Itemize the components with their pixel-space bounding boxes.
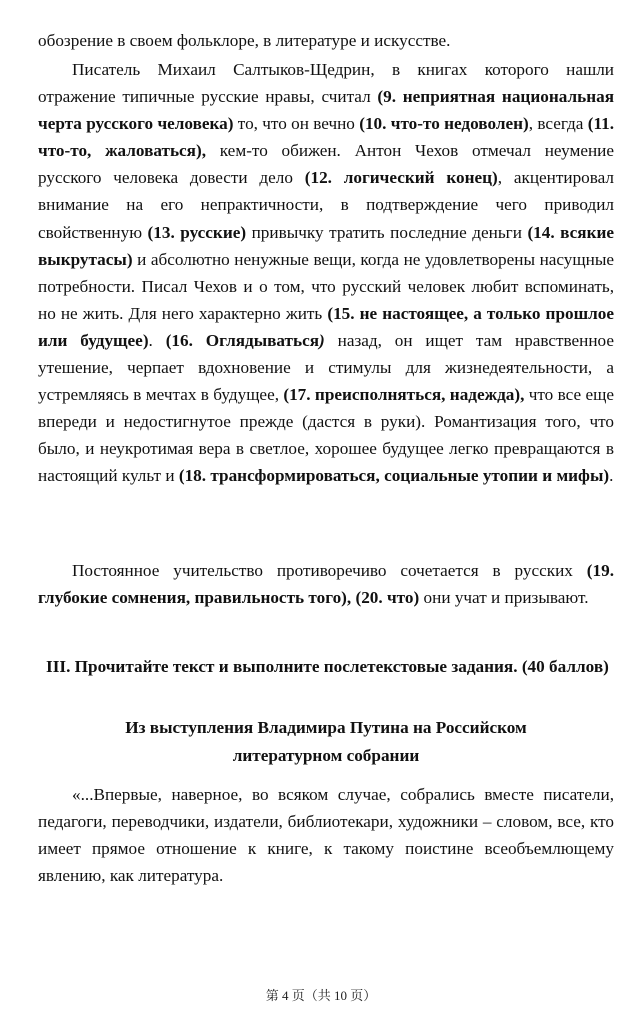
paragraph-3 [38, 557, 614, 611]
answer-gap-10: (10. что-то недоволен) [359, 114, 529, 134]
text-segment: то, что он вечно [233, 114, 360, 134]
answer-gap-16-close: ) [319, 330, 325, 350]
answer-gap-11: (11. что-то, жаловаться), [38, 114, 614, 161]
answer-gap-13: (13. русские) [147, 222, 247, 242]
answer-gap-9: (9. неприятная национальная черта русского человека) [38, 87, 614, 134]
section-title-line-2: литературном собрании [232, 746, 420, 765]
section-title-line-1: Из выступления Владимира Путина на Российском [125, 718, 527, 737]
text-segment: Писатель Михаил Салтыков-Щедрин, в книгах которого нашли отражение типичные русские нравы, считал [38, 60, 614, 107]
text-segment: и абсолютно ненужные вещи, когда не удовлетворены насущные потребности. Писал Чехов и о том, что русский человек любит вспоминать, но не жить. Для него характерно жить [38, 249, 614, 323]
text-segment: что все еще впереди и недостигнутое прежде (дастся в руки). Романтизация того, что было, и неукротимая вера в светлое, хорошее будущее легко превращаются в настоящий культ и [38, 385, 614, 486]
task-heading: III. Прочитайте текст и выполните послетекстовые задания. (40 баллов) [46, 657, 609, 676]
answer-gap-18: (18. трансформироваться, социальные утопии и мифы) [178, 466, 610, 486]
page-number-footer: 第 4 页（共 10 页） [265, 988, 377, 1003]
text-segment: они учат и призывают. [419, 588, 589, 608]
answer-gap-14: (14. всякие выкрутасы) [38, 222, 615, 269]
answer-gap-15: (15. не настоящее, а только прошлое или будущее) [38, 303, 614, 350]
text-segment: , всегда [528, 114, 588, 134]
text-segment: Постоянное учительство противоречиво сочетается в русских [72, 561, 587, 580]
text-segment: кем-то обижен. Антон Чехов отмечал неумение русского человека довести дело [38, 141, 614, 188]
paragraph-4: «...Впервые, наверное, во всяком случае, собрались вместе писатели, педагоги, переводчики, издатели, библиотекари, художники – словом, все, кто имеет прямое отношение к книге, к такому поистине всеобъемлющему явлению, как литература. [38, 785, 614, 886]
answer-gap-19-20: (19. глубокие сомнения, правильность того), (20. что) [38, 561, 614, 608]
text-segment: . [609, 466, 614, 486]
text-segment: , акцентировал внимание на его непрактичности, в подтверждение чего приводил свойственную [38, 168, 615, 242]
text-segment: . [148, 330, 166, 350]
answer-gap-16: (16. Оглядываться [165, 330, 320, 350]
answer-gap-12: (12. логический конец) [304, 168, 498, 188]
paragraph-2 [38, 56, 614, 490]
paragraph-1: обозрение в своем фольклоре, в литературе и искусстве. [38, 31, 451, 50]
answer-gap-17: (17. преисполняться, надежда), [283, 385, 525, 405]
section-title [38, 714, 614, 770]
text-segment: назад, он ищет там нравственное утешение, черпает вдохновение и стимулы для жизнедеятельности, а устремляясь в мечтах в будущее, [38, 330, 614, 405]
text-segment: привычку тратить последние деньги [246, 222, 528, 242]
